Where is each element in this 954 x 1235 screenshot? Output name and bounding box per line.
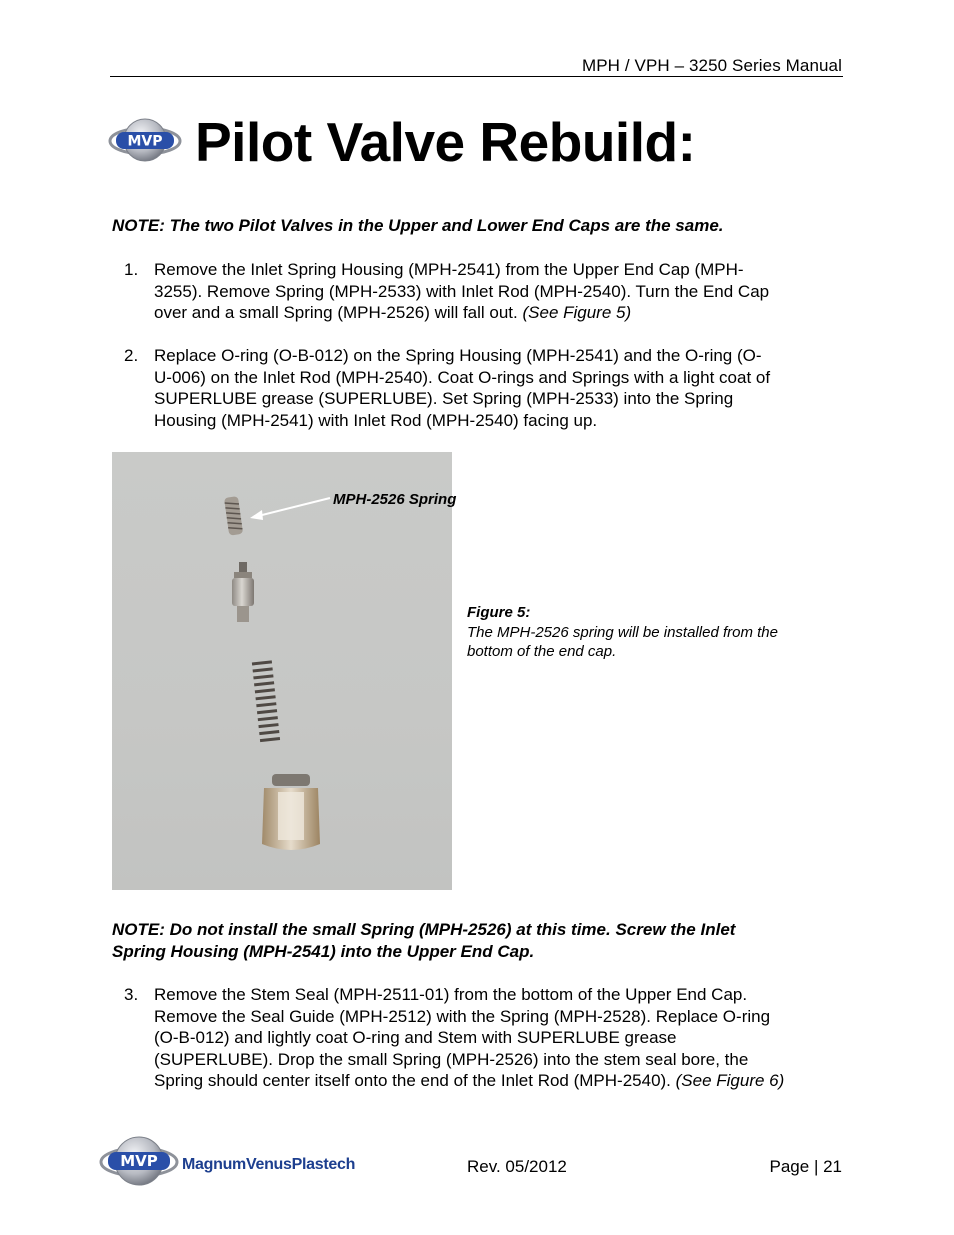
step-line: over and a small Spring (MPH-2526) will fall out. [154, 303, 523, 323]
step-line: U-006) on the Inlet Rod (MPH-2540). Coat O-rings and Springs with a light coat of [154, 367, 771, 387]
manual-title: MPH / VPH – 3250 Series Manual [581, 56, 842, 75]
brand-magnum: Magnum [182, 1156, 246, 1173]
figure-reference: (See Figure 6) [675, 1071, 785, 1091]
company-name [182, 1156, 355, 1174]
logo-text: MVP [120, 1152, 158, 1170]
figure-reference: (See Figure 5) [522, 303, 632, 323]
spring-callout-label: MPH-2526 Spring [333, 491, 457, 508]
figure-5-photo [112, 452, 452, 890]
step-line: Remove the Seal Guide (MPH-2512) with the Spring (MPH-2528). Replace O-ring [154, 1006, 771, 1026]
brand-plastech: Plastech [291, 1156, 356, 1173]
step-line: (SUPERLUBE). Drop the small Spring (MPH-2526) into the stem seal bore, the [154, 1049, 749, 1069]
step-line: Replace O-ring (O-B-012) on the Spring Housing (MPH-2541) and the O-ring (O- [154, 346, 762, 365]
step-line: SUPERLUBE grease (SUPERLUBE). Set Spring (MPH-2533) into the Spring [154, 389, 734, 409]
header-divider [110, 76, 843, 77]
caption-line: The MPH-2526 spring will be installed from the [467, 623, 778, 641]
caption-line: bottom of the end cap. [467, 643, 617, 660]
step-number: 1. [124, 260, 139, 279]
note-do-not-install [112, 919, 832, 963]
page-number: Page | 21 [769, 1157, 842, 1176]
revision-date: Rev. 05/2012 [467, 1157, 567, 1176]
callout-arrow [250, 498, 330, 520]
spring-housing-part [262, 774, 320, 850]
small-spring-part [224, 496, 243, 536]
step-line: Spring should center itself onto the end of the Inlet Rod (MPH-2540). [154, 1071, 676, 1091]
figure-5-caption [467, 603, 778, 662]
step-line: (O-B-012) and lightly coat O-ring and Stem with SUPERLUBE grease [154, 1028, 677, 1048]
brand-venus: Venus [245, 1156, 292, 1173]
large-spring-part [252, 662, 280, 741]
step-line: Remove the Inlet Spring Housing (MPH-2541) from the Upper End Cap (MPH- [154, 260, 744, 279]
page-title: Pilot Valve Rebuild: [195, 111, 696, 173]
note-line: Spring Housing (MPH-2541) into the Upper End Cap. [112, 942, 535, 961]
step-number: 3. [124, 985, 139, 1004]
step-line: Housing (MPH-2541) with Inlet Rod (MPH-2540) facing up. [154, 410, 598, 430]
note-pilot-valves: NOTE: The two Pilot Valves in the Upper and Lower End Caps are the same. [112, 216, 724, 235]
caption-title: Figure 5: [467, 604, 531, 621]
logo-text: MVP [127, 133, 163, 150]
step-line: 3255). Remove Spring (MPH-2533) with Inlet Rod (MPH-2540). Turn the End Cap [154, 281, 770, 301]
step-number: 2. [124, 346, 139, 365]
note-line: NOTE: Do not install the small Spring (MPH-2526) at this time. Screw the Inlet [112, 920, 736, 939]
inlet-rod-part [232, 562, 254, 622]
footer-mvp-logo [98, 1130, 180, 1192]
mvp-logo [107, 114, 183, 168]
step-line: Remove the Stem Seal (MPH-2511-01) from the bottom of the Upper End Cap. [154, 985, 748, 1004]
